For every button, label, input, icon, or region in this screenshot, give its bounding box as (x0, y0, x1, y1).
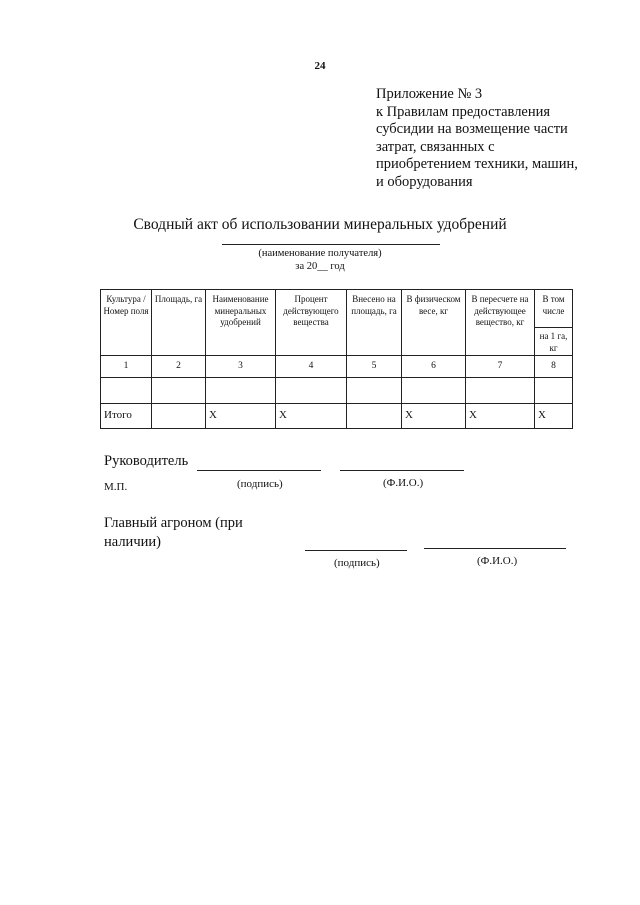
total-cell: Х (466, 404, 535, 429)
header-cell: В физическом весе, кг (402, 290, 466, 356)
fertilizer-table (100, 289, 573, 429)
head-label: Руководитель (104, 453, 189, 469)
header-cell: Площадь, га (152, 290, 206, 356)
column-number-row (101, 356, 573, 378)
column-number: 5 (347, 356, 402, 378)
signature-caption: (подпись) (237, 478, 283, 490)
header-row (101, 290, 573, 328)
recipient-caption: (наименование получателя) (258, 248, 382, 259)
total-cell: Х (535, 404, 573, 429)
subheader-cell: на 1 га, кг (535, 328, 573, 356)
agronomist-signature-line (305, 550, 407, 551)
appendix-heading (376, 86, 616, 191)
agronomist-fio-caption: (Ф.И.О.) (477, 555, 518, 567)
agronomist-signature-caption: (подпись) (334, 557, 380, 569)
agronomist-label-cont: наличии) (104, 534, 161, 550)
total-cell: Х (206, 404, 276, 429)
column-number: 2 (152, 356, 206, 378)
total-cell: Х (276, 404, 347, 429)
agronomist-fio-line (424, 548, 566, 549)
recipient-name-line (222, 244, 440, 245)
header-cell: В том числе (535, 290, 573, 328)
header-cell: Наименование минеральных удобрений (206, 290, 276, 356)
total-cell: Х (402, 404, 466, 429)
table-cell (402, 378, 466, 404)
header-cell: В пересчете на действующее вещество, кг (466, 290, 535, 356)
total-cell (152, 404, 206, 429)
appendix-line: субсидии на возмещение части (376, 121, 568, 137)
column-number: 1 (101, 356, 152, 378)
appendix-line: затрат, связанных с (376, 138, 495, 155)
signature-line (197, 470, 321, 471)
appendix-line: Приложение № 3 (376, 86, 483, 102)
appendix-line: приобретением техники, машин, (376, 156, 578, 172)
appendix-line: и оборудования (376, 173, 473, 190)
column-number: 6 (402, 356, 466, 378)
header-cell: Внесено на площадь, га (347, 290, 402, 356)
stamp-label: М.П. (104, 481, 128, 493)
table-cell (276, 378, 347, 404)
column-number: 8 (535, 356, 573, 378)
header-cell: Процент действующего вещества (276, 290, 347, 356)
table-cell (101, 378, 152, 404)
table-cell (152, 378, 206, 404)
year-line: за 20__ год (295, 261, 345, 272)
fio-caption: (Ф.И.О.) (383, 477, 424, 489)
data-row (101, 378, 573, 404)
appendix-line: к Правилам предоставления (376, 103, 551, 120)
column-number: 7 (466, 356, 535, 378)
total-cell (347, 404, 402, 429)
fio-line (340, 470, 464, 471)
total-label: Итого (101, 404, 152, 429)
table-cell (466, 378, 535, 404)
document-title: Сводный акт об использовании минеральных удобрений (133, 216, 507, 233)
table-cell (535, 378, 573, 404)
table-cell (206, 378, 276, 404)
header-cell: Культура /Номер поля (101, 290, 152, 356)
table-cell (347, 378, 402, 404)
page-number: 24 (314, 60, 326, 72)
column-number: 4 (276, 356, 347, 378)
agronomist-label: Главный агроном (при (104, 515, 243, 531)
total-row (101, 404, 573, 429)
column-number: 3 (206, 356, 276, 378)
